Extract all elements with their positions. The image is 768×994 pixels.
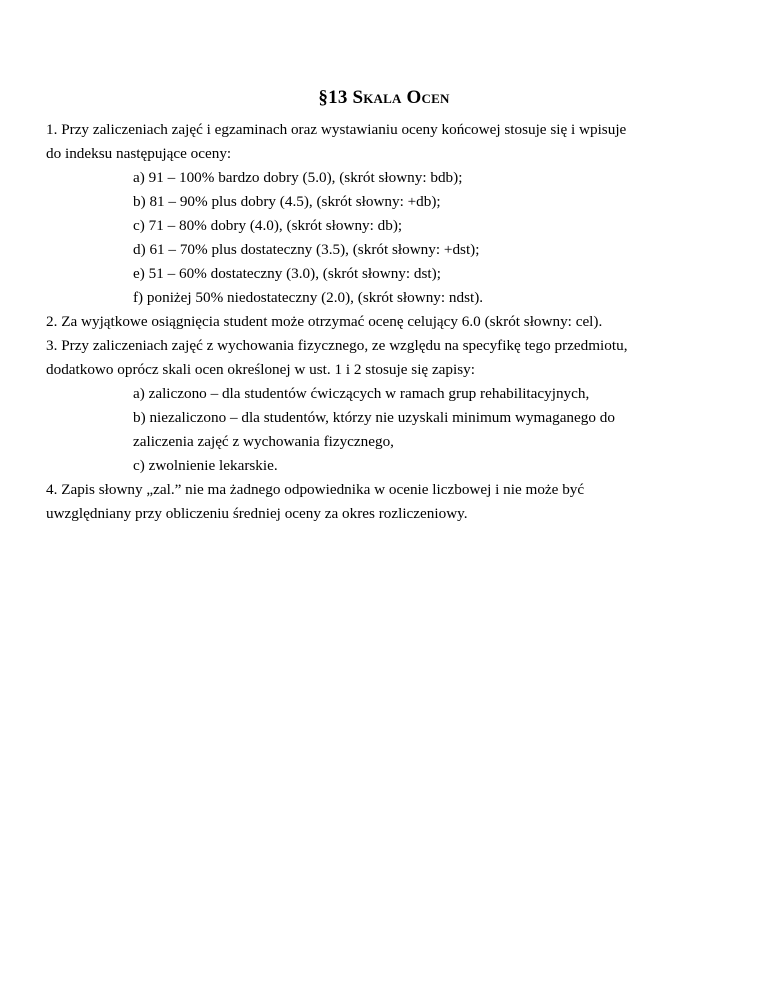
paragraph-4-line-2: uwzględniany przy obliczeniu średniej oceny za okres rozliczeniowy. xyxy=(46,505,468,522)
grade-item-b: b) 81 – 90% plus dobry (4.5), (skrót słowny: +db); xyxy=(133,193,441,210)
paragraph-1-line-1: 1. Przy zaliczeniach zajęć i egzaminach oraz wystawianiu oceny końcowej stosuje się i wpisuje xyxy=(46,121,627,138)
pe-item-b-continued: zaliczenia zajęć z wychowania fizycznego, xyxy=(133,433,394,450)
pe-item-a: a) zaliczono – dla studentów ćwiczących w ramach grup rehabilitacyjnych, xyxy=(133,385,590,402)
paragraph-1-line-2: do indeksu następujące oceny: xyxy=(46,145,232,162)
pe-item-c: c) zwolnienie lekarskie. xyxy=(133,457,278,474)
grade-item-d: d) 61 – 70% plus dostateczny (3.5), (skrót słowny: +dst); xyxy=(133,241,480,258)
grade-item-f: f) poniżej 50% niedostateczny (2.0), (skrót słowny: ndst). xyxy=(133,289,484,306)
paragraph-3-line-2: dodatkowo oprócz skali ocen określonej w ust. 1 i 2 stosuje się zapisy: xyxy=(46,361,475,378)
section-title: §13 Skala Ocen xyxy=(318,87,450,108)
document-body xyxy=(46,118,726,526)
pe-item-b: b) niezaliczono – dla studentów, którzy nie uzyskali minimum wymaganego do xyxy=(133,409,615,426)
grade-item-e: e) 51 – 60% dostateczny (3.0), (skrót słowny: dst); xyxy=(133,265,441,282)
paragraph-3-line-1: 3. Przy zaliczeniach zajęć z wychowania fizycznego, ze względu na specyfikę tego przedmiotu, xyxy=(46,337,628,354)
grade-item-a: a) 91 – 100% bardzo dobry (5.0), (skrót słowny: bdb); xyxy=(133,169,463,186)
paragraph-2-line-1: 2. Za wyjątkowe osiągnięcia student może otrzymać ocenę celujący 6.0 (skrót słowny: cel). xyxy=(46,313,603,330)
grade-item-c: c) 71 – 80% dobry (4.0), (skrót słowny: db); xyxy=(133,217,403,234)
paragraph-4-line-1: 4. Zapis słowny „zal.” nie ma żadnego odpowiednika w ocenie liczbowej i nie może być xyxy=(46,481,585,498)
